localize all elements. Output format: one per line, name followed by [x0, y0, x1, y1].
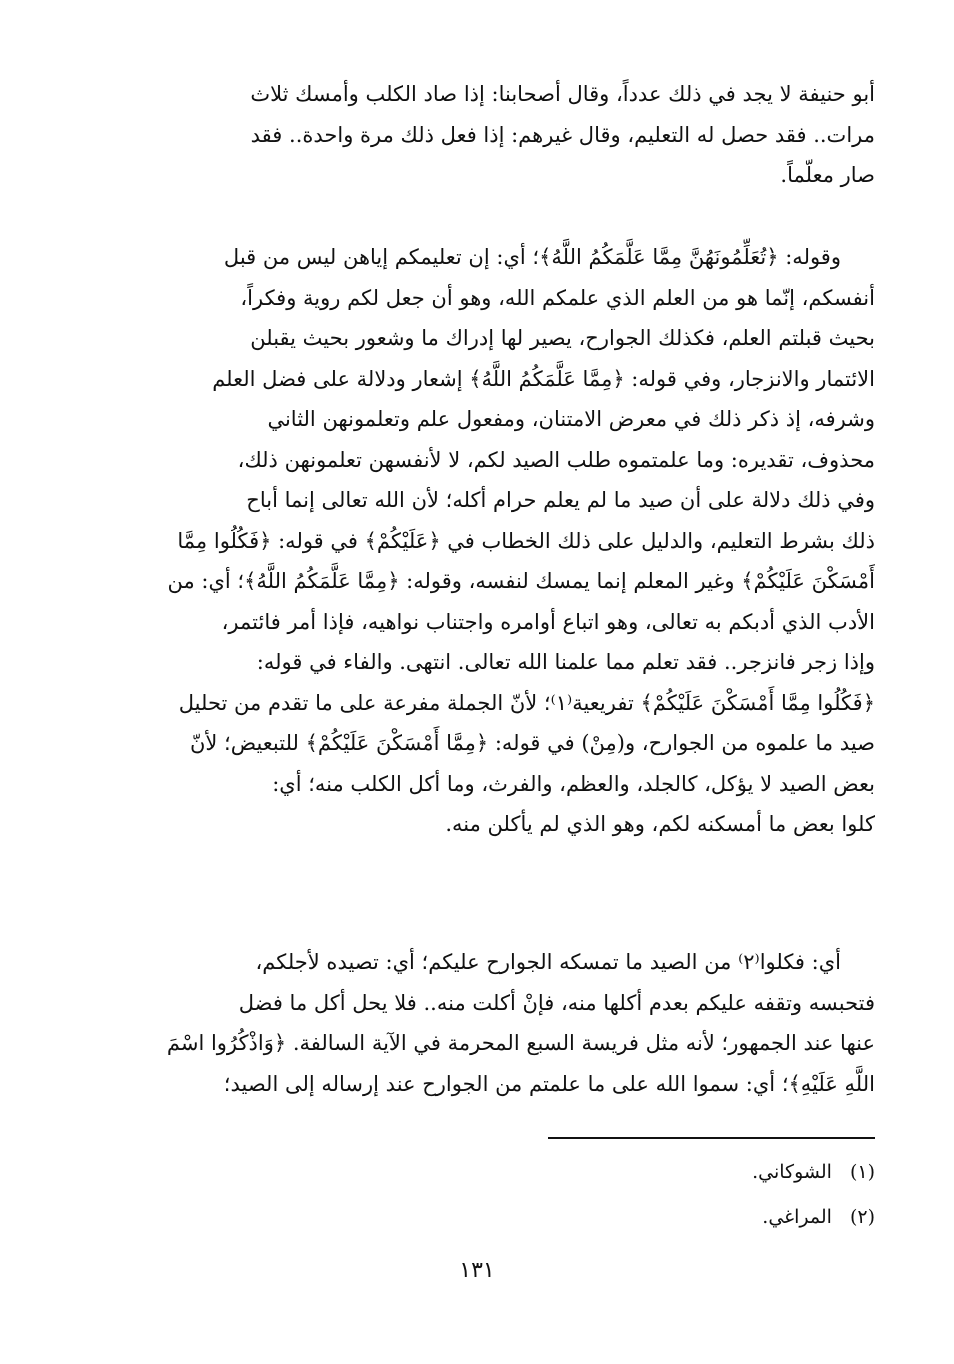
footnote-text: المراغي. [762, 1206, 832, 1228]
footnote-text: الشوكاني. [752, 1161, 832, 1183]
text-line: وقوله: ﴿تُعَلِّمُونَهُنَّ مِمَّا عَلَّمَكُمُ اللَّهُ﴾؛ أي: إن تعليمكم إياهن ليس من قبل [223, 245, 841, 269]
text-line: صيد ما علموه من الجوارح، و(مِنْ) في قوله: ﴿مِمَّا أَمْسَكْنَ عَلَيْكُمْ﴾ للتبعيض؛ لأنّ [189, 731, 875, 755]
text-line: ذلك بشرط التعليم، والدليل على ذلك الخطاب في ﴿عَلَيْكُمْ﴾ في قوله: ﴿فَكُلُوا مِمَّا [177, 528, 875, 553]
text-line: عنها عند الجمهور؛ لأنه مثل فريسة السبع المحرمة في الآية السالفة. ﴿وَاذْكُرُوا اسْمَ [166, 1031, 875, 1055]
text-line: وفي ذلك دلالة على أن صيد ما لم يعلم حرام أكله؛ لأن الله تعالى إنما أباح [246, 488, 875, 512]
text-line: وإذا زجر فانزجر.. فقد تعلم مما علمنا الله تعالى. انتهى. والفاء في قوله: [256, 650, 875, 674]
text-line: مرات.. فقد حصل له التعليم، وقال غيرهم: إذا فعل ذلك مرة واحدة.. فقد [250, 122, 875, 147]
text-line: وشرفه، إذ ذكر ذلك في معرض الامتنان، ومفعول علم وتعلمونهن الثاني [267, 407, 875, 431]
footnote-number: (١) [849, 1161, 875, 1183]
text-line: أبو حنيفة لا يجد في ذلك عدداً، وقال أصحابنا: إذا صاد الكلب وأمسك ثلاث [250, 82, 875, 106]
text-line: فتحبسه وتقفه عليكم بعدم أكلها منه، فإنْ أكلت منه.. فلا يحل أكل ما فضل [238, 990, 875, 1015]
text-line: صار معلّماً. [780, 163, 875, 187]
footnote-item [480, 1195, 875, 1240]
text-line: الأدب الذي أدبكم به تعالى، وهو اتباع أوامره واجتناب نواهيه، فإذا أمر فائتمر، [221, 609, 875, 634]
text-line: أَمْسَكْنَ عَلَيْكُمْ﴾ وغير المعلم إنما يمسك لنفسه، وقوله: ﴿مِمَّا عَلَّمَكُمُ اللَّهُ﴾؛ أي: من [167, 569, 875, 593]
footnote-divider [548, 1137, 875, 1139]
text-line: كلوا بعض ما أمسكنه لكم، وهو الذي لم يأكلن منه. [445, 812, 875, 836]
text-line: بعض الصيد لا يؤكل، كالجلد، والعظم، والفرث، وما أكل الكلب منه؛ أي: [272, 771, 875, 796]
text-line: بحيث قبلتم العلم، فكذلك الجوارح، يصير لها إدراك ما وشعور بحيث يقبلن [250, 326, 875, 350]
text-line: الائتمار والانزجار، وفي قوله: ﴿مِمَّا عَلَّمَكُمُ اللَّهُ﴾ إشعار ودلالة على فضل العلم [212, 366, 875, 391]
paragraph-1 [100, 74, 875, 196]
text-line: ﴿فَكُلُوا مِمَّا أَمْسَكْنَ عَلَيْكُمْ﴾ تفريعية⁽١⁾؛ لأنّ الجملة مفرعة على ما تقدم من تحليل [178, 690, 875, 715]
text-line: أنفسكم، إنّما هو من العلم الذي علمكم الله، وهو أن جعل لكم روية وفكراً، [240, 285, 875, 310]
paragraph-2 [100, 237, 875, 845]
paragraph-3 [100, 942, 875, 1104]
page-number: ١٣١ [459, 1258, 495, 1283]
footnotes [480, 1150, 875, 1240]
text-line: أي: فكلوا⁽٢⁾ من الصيد ما تمسكه الجوارح عليكم؛ أي: تصيده لأجلكم، [255, 950, 841, 974]
text-line: محذوف، تقديره: وما علمتموه طلب الصيد لكم، لا لأنفسهن تعلمونهن ذلك، [237, 447, 875, 472]
text-line: اللَّهِ عَلَيْهِ﴾؛ أي: سموا الله على ما علمتم من الجوارح عند إرساله إلى الصيد؛ [223, 1071, 875, 1096]
footnote-number: (٢) [849, 1206, 875, 1228]
footnote-item [480, 1150, 875, 1195]
